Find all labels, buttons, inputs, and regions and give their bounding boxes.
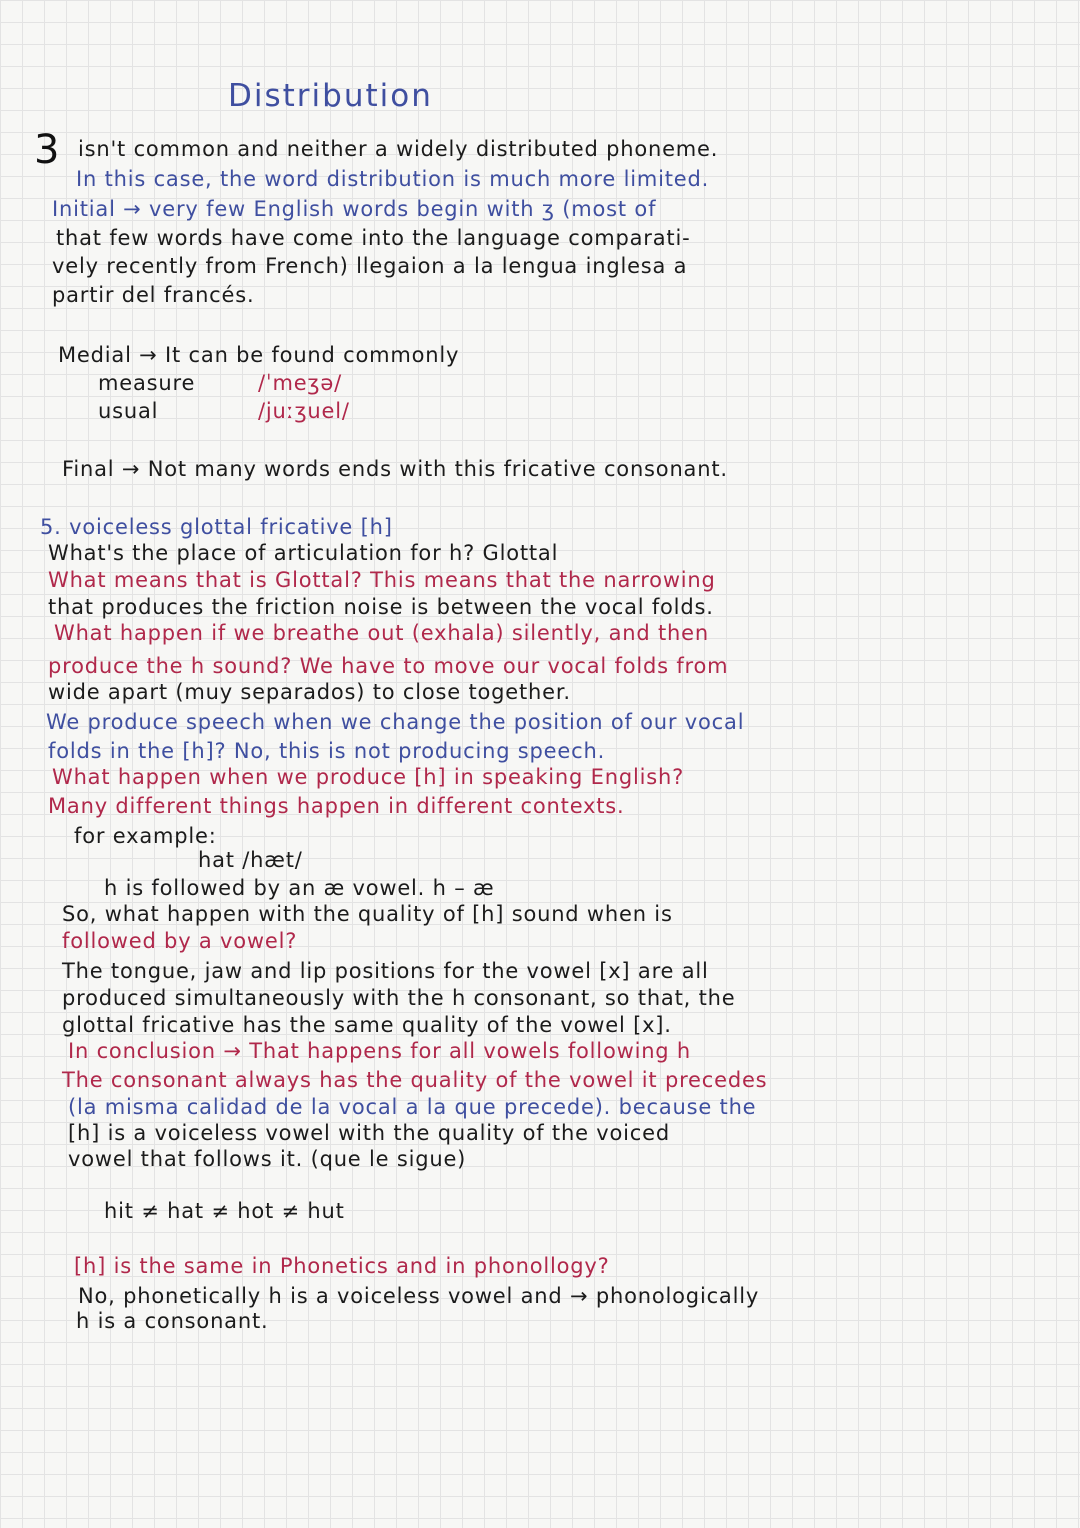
text-line: What happen when we produce [h] in speaking English? xyxy=(52,765,685,789)
text-line: The consonant always has the quality of the vowel it precedes xyxy=(62,1068,768,1092)
text-line: partir del francés. xyxy=(52,283,255,307)
text-line: In this case, the word distribution is much more limited. xyxy=(76,167,710,191)
example-ipa: /juːʒuel/ xyxy=(258,399,350,423)
example-word: measure xyxy=(98,371,196,395)
text-line: What means that is Glottal? This means that the narrowing xyxy=(48,568,716,592)
final-line: Final → Not many words ends with this fricative consonant. xyxy=(62,457,728,481)
example-word: usual xyxy=(98,399,159,423)
text-line: folds in the [h]? No, this is not producing speech. xyxy=(48,739,606,763)
example-note: h is followed by an æ vowel. h – æ xyxy=(104,876,495,900)
page-title: Distribution xyxy=(228,78,433,114)
text-line: that few words have come into the language comparati- xyxy=(56,226,691,250)
section-heading: 5. voiceless glottal fricative [h] xyxy=(40,515,393,539)
text-line: glottal fricative has the same quality of the vowel [x]. xyxy=(62,1013,672,1037)
text-line: vely recently from French) llegaion a la lengua inglesa a xyxy=(52,254,688,278)
text-line: h is a consonant. xyxy=(76,1309,269,1333)
text-line: (la misma calidad de la vocal a la que precede). because the xyxy=(68,1095,757,1119)
text-line: that produces the friction noise is between the vocal folds. xyxy=(48,595,714,619)
text-line: So, what happen with the quality of [h] sound when is xyxy=(62,902,673,926)
section-number: 3 xyxy=(34,127,60,173)
text-line: isn't common and neither a widely distributed phoneme. xyxy=(78,137,719,161)
text-line: Initial → very few English words begin with ʒ (most of xyxy=(52,197,657,221)
text-line: followed by a vowel? xyxy=(62,929,298,953)
text-line: vowel that follows it. (que le sigue) xyxy=(68,1147,467,1171)
text-line: No, phonetically h is a voiceless vowel and → phonologically xyxy=(78,1284,760,1308)
text-line: [h] is the same in Phonetics and in phonollogy? xyxy=(74,1254,610,1278)
text-line: Many different things happen in different contexts. xyxy=(48,794,625,818)
text-line: wide apart (muy separados) to close together. xyxy=(48,680,571,704)
text-line: produced simultaneously with the h consonant, so that, the xyxy=(62,986,736,1010)
example-ipa: /ˈmeʒə/ xyxy=(258,371,342,395)
example-word: hat /hæt/ xyxy=(198,848,303,872)
text-line: What's the place of articulation for h? Glottal xyxy=(48,541,559,565)
contrast-line: hit ≠ hat ≠ hot ≠ hut xyxy=(104,1199,345,1223)
text-line: We produce speech when we change the position of our vocal xyxy=(46,710,745,734)
text-line: What happen if we breathe out (exhala) silently, and then xyxy=(54,621,709,645)
medial-line: Medial → It can be found commonly xyxy=(58,343,460,367)
text-line: In conclusion → That happens for all vowels following h xyxy=(68,1039,692,1063)
text-line: for example: xyxy=(74,824,217,848)
text-line: [h] is a voiceless vowel with the quality of the voiced xyxy=(68,1121,670,1145)
text-line: produce the h sound? We have to move our vocal folds from xyxy=(48,654,729,678)
text-line: The tongue, jaw and lip positions for the vowel [x] are all xyxy=(62,959,709,983)
